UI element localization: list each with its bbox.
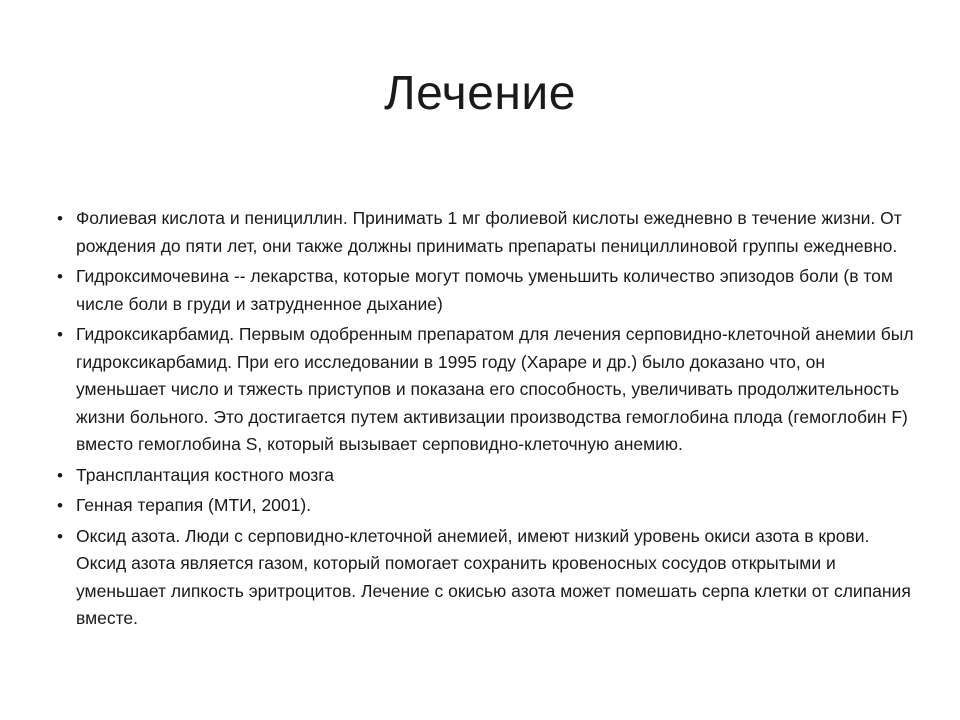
bullet-text: Оксид азота. Люди с серповидно-клеточной анемией, имеют низкий уровень окиси азота в крови. Оксид азота является газом, который помогает сохранить кровеносных сосудов открытыми и уменьшает липкость эритроцитов. Лечение с окисью азота может помешать серпа клетки от слипания вместе. xyxy=(76,525,911,628)
bullet-item-bone-marrow xyxy=(54,462,914,490)
bullet-item-gene-therapy xyxy=(54,492,914,520)
bullet-text: Генная терапия (МТИ, 2001). xyxy=(76,495,312,515)
slide-title: Лечение xyxy=(384,67,576,120)
bullet-item-folic-acid xyxy=(54,205,914,260)
bullet-text: Трансплантация костного мозга xyxy=(76,464,335,485)
bullet-item-nitric-oxide xyxy=(54,523,914,633)
bullet-text: Гидроксимочевина -- лекарства, которые могут помочь уменьшить количество эпизодов боли (в том числе боли в груди и затрудненное дыхание) xyxy=(76,266,893,314)
bullet-dot-icon: • xyxy=(57,496,63,515)
bullet-dot-icon: • xyxy=(57,267,63,286)
bullet-item-hydroxyurea xyxy=(54,263,914,318)
bullet-list xyxy=(54,205,914,636)
bullet-dot-icon: • xyxy=(57,209,63,228)
bullet-dot-icon: • xyxy=(57,465,63,485)
bullet-dot-icon: • xyxy=(57,526,63,546)
bullet-dot-icon: • xyxy=(57,325,63,344)
bullet-text: Гидроксикарбамид. Первым одобренным препаратом для лечения серповидно-клеточной анемии был гидроксикарбамид. При его исследовании в 1995 году (Хараре и др.) было доказано что, он уменьшает число и тяжесть приступов и показана его способность, увеличивать продолжительность жизни больного. Это достигается путем активизации производства гемоглобина плода (гемоглобин F) вместо гемоглобина S, который вызывает серповидно-клеточную анемию. xyxy=(76,324,914,454)
bullet-text: Фолиевая кислота и пенициллин. Принимать 1 мг фолиевой кислоты ежедневно в течение жизни. От рождения до пяти лет, они также должны принимать препараты пенициллиновой группы ежедневно. xyxy=(76,208,902,256)
bullet-item-hydroxycarbamide xyxy=(54,321,914,459)
